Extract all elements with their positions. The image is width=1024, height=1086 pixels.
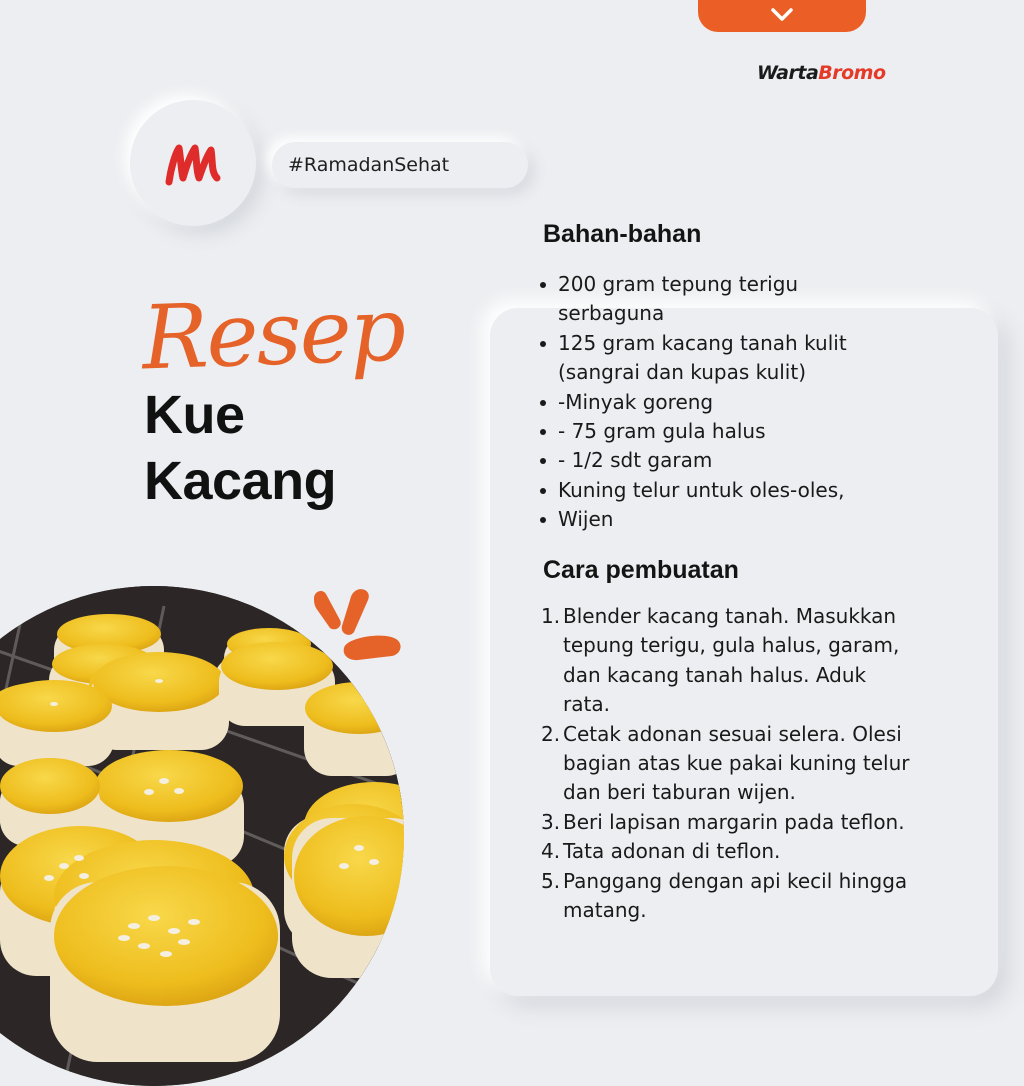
brand-logo	[757, 62, 886, 84]
m-logo-icon	[163, 138, 223, 188]
step-text: Cetak adonan sesuai selera. Olesi bagian atas kue pakai kuning telur dan beri taburan wijen.	[563, 721, 910, 805]
steps-list	[541, 602, 911, 925]
hashtag-label: #RamadanSehat	[288, 154, 450, 176]
list-item	[541, 602, 911, 720]
step-text: Panggang dengan api kecil hingga matang.	[563, 868, 908, 923]
step-number: 1.	[541, 604, 561, 628]
step-number: 3.	[541, 809, 561, 834]
list-item: -Minyak goreng	[536, 388, 876, 417]
list-item: 200 gram tepung terigu serbaguna	[536, 270, 876, 329]
step-number: 5.	[541, 868, 561, 893]
logo-badge	[130, 100, 256, 226]
list-item: 125 gram kacang tanah kulit (sangrai dan kupas kulit)	[536, 329, 876, 388]
ingredients-list	[536, 270, 876, 535]
step-number: 2.	[541, 721, 561, 746]
chevron-down-icon	[770, 7, 794, 23]
list-item: Wijen	[536, 505, 876, 534]
step-text: Tata adonan di teflon.	[563, 839, 781, 864]
list-item	[541, 867, 911, 926]
title-line-2: Kacang	[144, 451, 337, 511]
step-text: Beri lapisan margarin pada teflon.	[563, 809, 905, 834]
title-line-1: Kue	[144, 385, 245, 445]
list-item: Kuning telur untuk oles-oles,	[536, 476, 876, 505]
step-text: Blender kacang tanah. Masukkan tepung terigu, gula halus, garam, dan kacang tanah halus. Aduk rata.	[563, 604, 900, 717]
step-number: 4.	[541, 839, 561, 864]
steps-heading: Cara pembuatan	[543, 556, 739, 584]
list-item: - 75 gram gula halus	[536, 417, 876, 446]
list-item	[541, 720, 911, 808]
collapse-tab[interactable]	[698, 0, 866, 32]
title-script: Resep	[140, 277, 406, 390]
splash-decoration-icon	[310, 586, 406, 668]
ingredients-heading: Bahan-bahan	[543, 220, 702, 248]
hashtag-pill	[272, 142, 528, 188]
brand-part1: Warta	[757, 62, 819, 84]
list-item: - 1/2 sdt garam	[536, 446, 876, 475]
list-item	[541, 837, 911, 866]
list-item	[541, 808, 911, 837]
brand-part2: Bromo	[818, 62, 886, 84]
